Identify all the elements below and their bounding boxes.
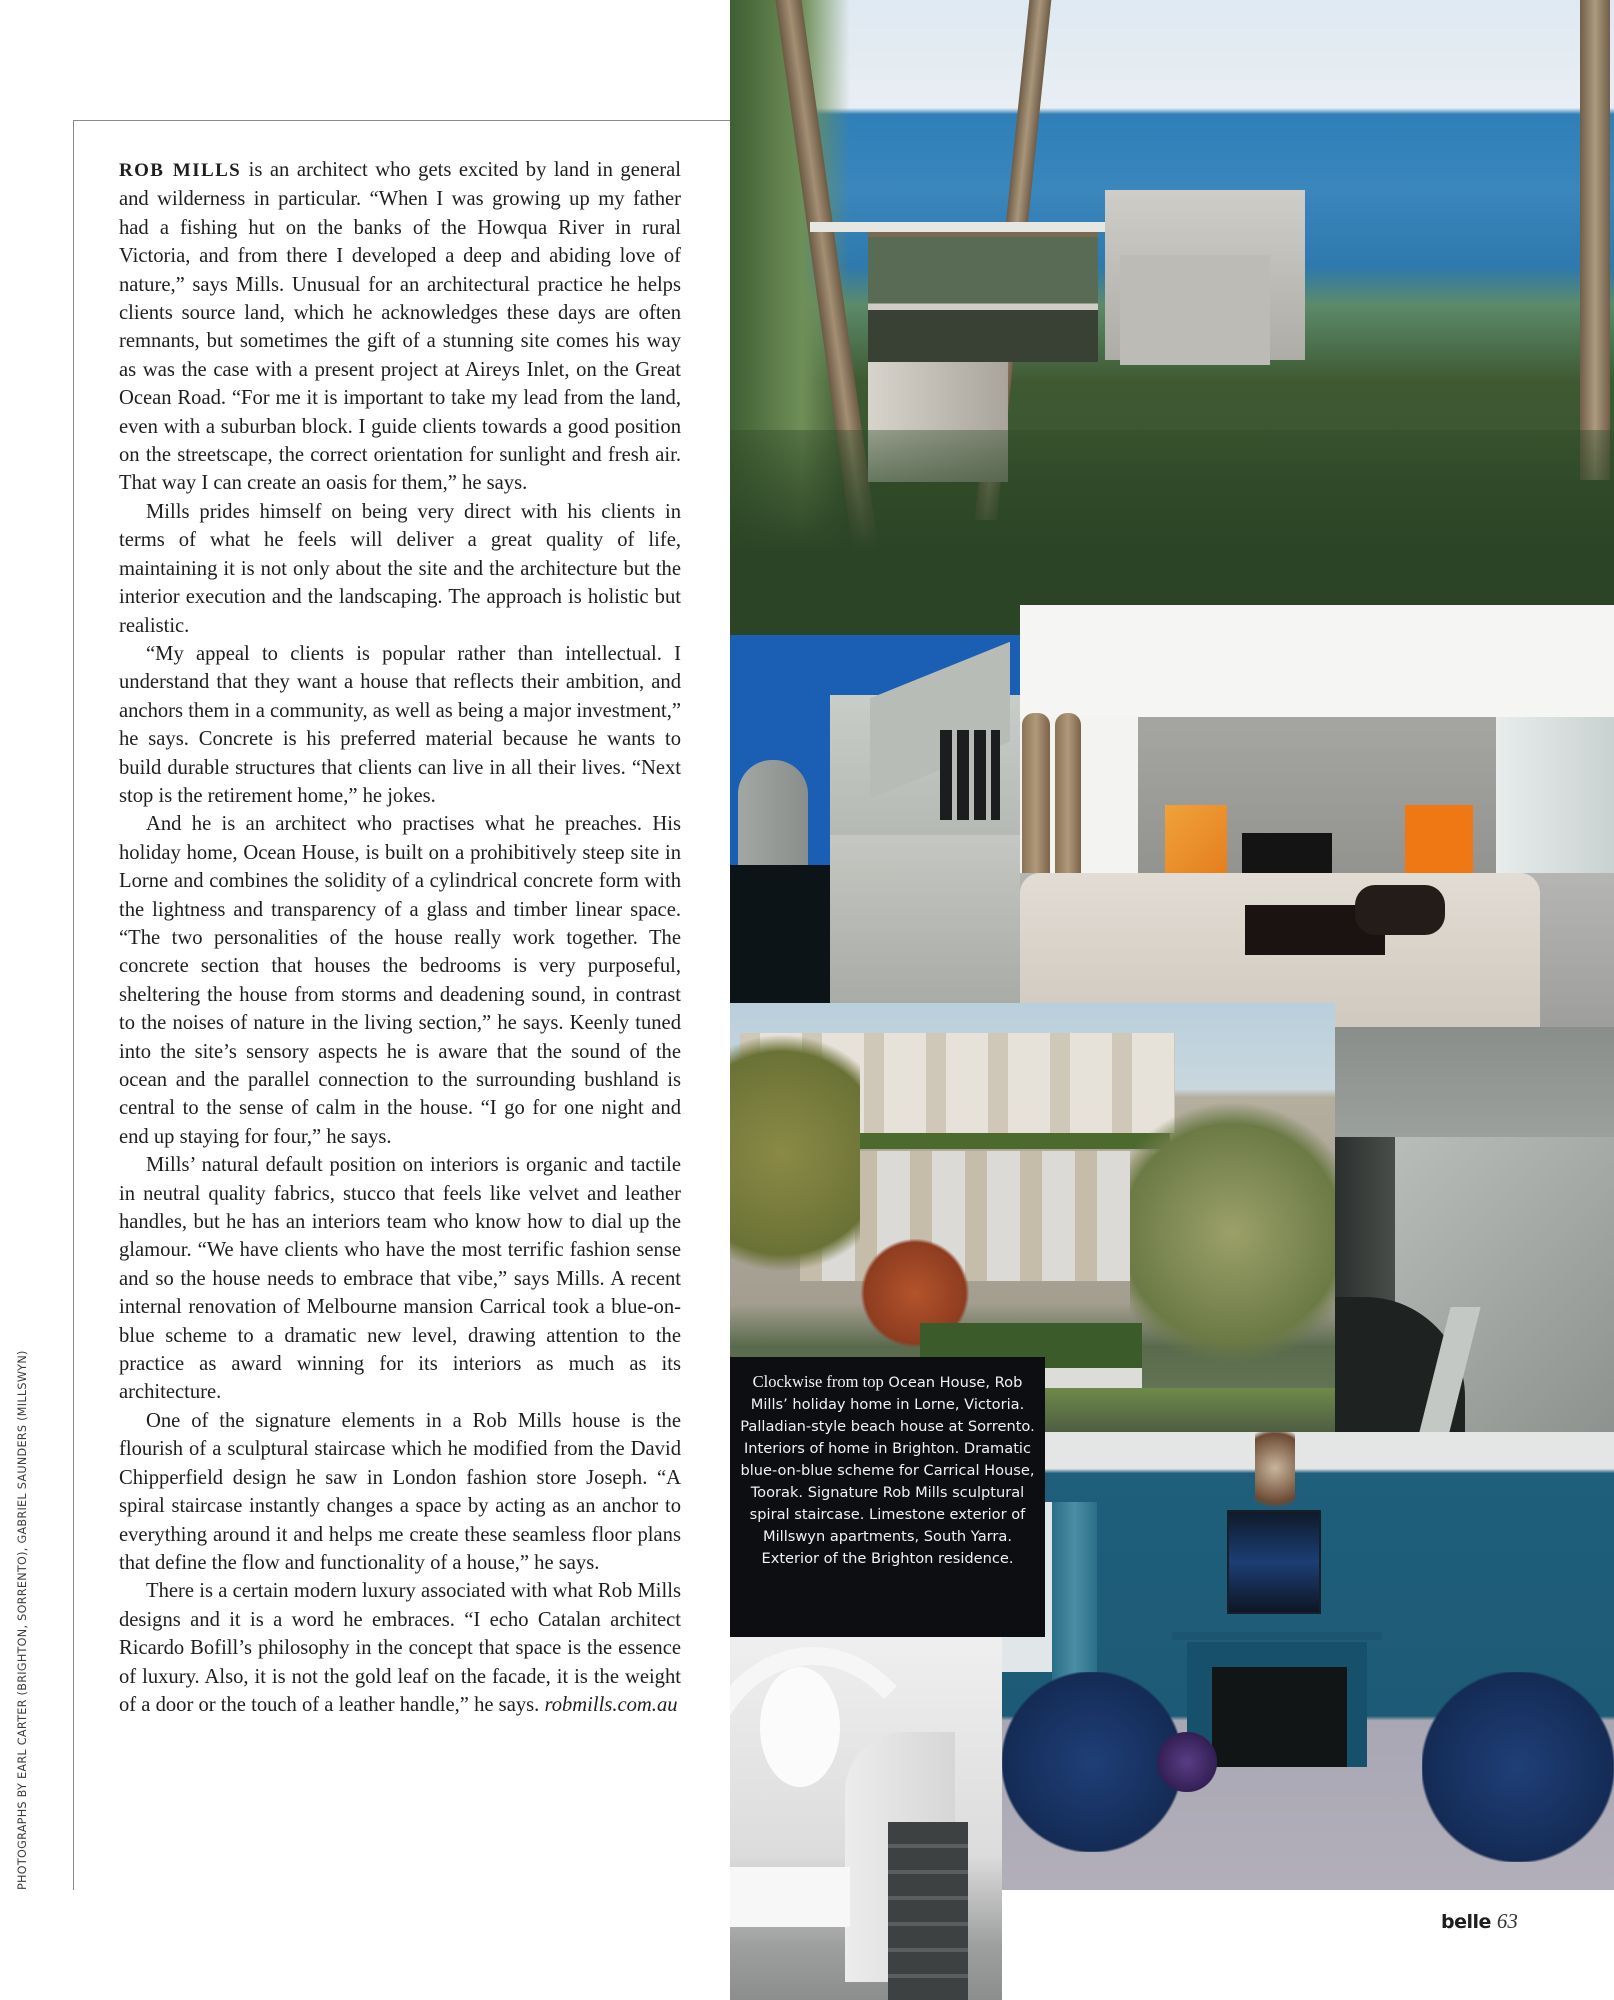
caption-lead: Clockwise from top — [752, 1372, 884, 1391]
frame-rule-top — [73, 120, 731, 121]
article-paragraph: “My appeal to clients is popular rather than intellectual. I understand that they want a house that reflects their ambition, and anchors them in a community, as well as being a major investment,” he says. Concrete is his preferred material because he wants to build durable structures that clients can live in all their lives. “Next stop is the retirement home,” he jokes. — [119, 642, 681, 807]
photo-credit: PHOTOGRAPHS BY EARL CARTER (BRIGHTON, SORRENTO), GABRIEL SAUNDERS (MILLSWYN) — [16, 1350, 29, 1890]
page-folio — [1441, 1909, 1518, 1934]
photo-brighton-exterior — [1335, 1027, 1614, 1432]
magazine-name: belle — [1441, 1911, 1491, 1933]
photo-brighton-interior — [1020, 605, 1614, 1027]
photo-caption — [730, 1357, 1045, 1637]
photo-ocean-house — [730, 0, 1614, 635]
photo-carrical-house — [1002, 1432, 1614, 1890]
article-paragraph: One of the signature elements in a Rob Mills house is the flourish of a sculptural staircase which he modified from the David Chipperfield design he saw in London fashion store Joseph. “A spiral staircase instantly changes a space by acting as an anchor to everything around it and helps me create these seamless floor plans that define the flow and functionality of a house,” he says. — [119, 1409, 681, 1574]
article-paragraph: There is a certain modern luxury associated with what Rob Mills designs and it is a word he embraces. “I echo Catalan architect Ricardo Bofill’s philosophy in the concept that space is the essence of luxury. Also, it is not the gold leaf on the facade, it is the weight of a door or the touch of a leather handle,” he says. robmills.com.au — [119, 1580, 681, 1716]
caption-text: Ocean House, Rob Mills’ holiday home in Lorne, Victoria. Palladian-style beach house at Sorrento. Interiors of home in Brighton. Dramatic blue-on-blue scheme for Carrical House, Toorak. Signature Rob Mills sculptural spiral staircase. Limestone exterior of Millswyn apartments, South Yarra. Exterior of the Brighton residence. — [740, 1374, 1035, 1567]
article-paragraph: ROB MILLS is an architect who gets excited by land in general and wilderness in particular. “When I was growing up my father had a fishing hut on the banks of the Howqua River in rural Victoria, and from there I developed a deep and abiding love of nature,” says Mills. Unusual for an architectural practice he helps clients source land, which he acknowledges these days are often remnants, but sometimes the gift of a stunning site comes his way as was the case with a present project at Aireys Inlet, on the Great Ocean Road. “For me it is important to take my lead from the land, even with a suburban block. I guide clients towards a good position on the streetscape, the correct orientation for sunlight and fresh air. That way I can create an oasis for them,” he says. — [119, 159, 681, 495]
page-number: 63 — [1496, 1909, 1518, 1933]
photo-sorrento-beach-house — [730, 635, 1020, 1003]
frame-rule-left — [73, 120, 74, 1890]
article-paragraph: And he is an architect who practises what he preaches. His holiday home, Ocean House, is built on a prohibitively steep site in Lorne and combines the solidity of a cylindrical concrete form with the lightness and transparency of a glass and timber linear space. “The two personalities of the house really work together. The concrete section that houses the bedrooms is very purposeful, sheltering the house from storms and deadening sound, in contrast to the noises of nature in the living section,” he says. Keenly tuned into the site’s sensory aspects he is aware that the sound of the ocean and the parallel connection to the surrounding bushland is central to the sense of calm in the house. “I go for one night and end up staying for four,” he says. — [119, 813, 681, 1148]
lead-in: ROB MILLS — [119, 160, 242, 181]
article-paragraph: Mills’ natural default position on interiors is organic and tactile in neutral quality fabrics, stucco that feels like velvet and leather handles, but he has an interiors team who know how to dial up the glamour. “We have clients who have the most terrific fashion sense and so the house needs to embrace that vibe,” says Mills. A recent internal renovation of Melbourne mansion Carrical took a blue-on-blue scheme to a dramatic new level, drawing attention to the practice as award winning for its interiors as much as its architecture. — [119, 1154, 681, 1404]
website-link[interactable]: robmills.com.au — [544, 1693, 678, 1716]
photo-spiral-staircase — [730, 1637, 1002, 2000]
article-paragraph: Mills prides himself on being very direct with his clients in terms of what he feels will deliver a great quality of life, maintaining it is not only about the site and the architecture but the interior execution and the landscaping. The approach is holistic but realistic. — [119, 500, 681, 637]
article-body — [119, 156, 681, 1719]
